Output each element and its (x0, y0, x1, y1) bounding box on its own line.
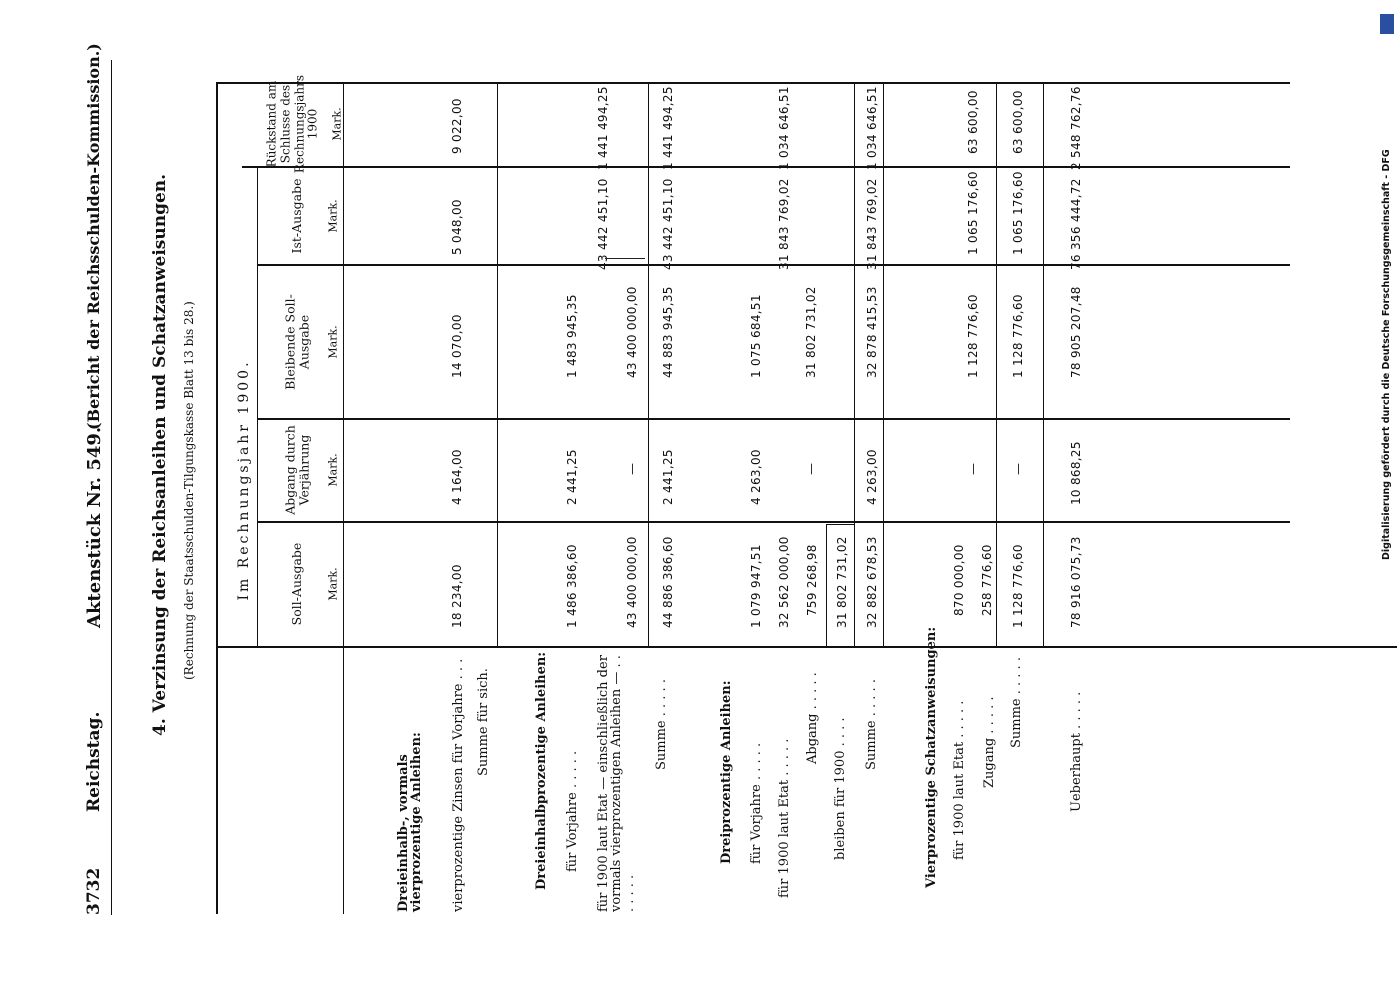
group1-heading: Dreieinhalb-, vormals vierprozentige Anleihen: (396, 732, 424, 912)
g2-r2-abgang: — (625, 462, 639, 475)
g3-r1-abgang: 4 263,00 (749, 449, 763, 505)
g3-sum-abgang: 4 263,00 (865, 449, 879, 505)
col-unit-rueckstand: Mark. (330, 107, 344, 141)
group4-heading: Vierprozentige Schatzanweisungen: (924, 626, 939, 888)
commission-reference: (Bericht der Reichsschulden-Kommission.) (84, 43, 103, 430)
col-separator-4 (242, 166, 1290, 168)
col-unit-soll: Mark. (326, 567, 340, 601)
header-bottom-rule (343, 82, 344, 914)
section-title: 4. Verzinsung der Reichsanleihen und Schatzanweisungen. (150, 173, 170, 736)
dfg-logo (1380, 14, 1394, 34)
g4-r1-soll: 870 000,00 (952, 544, 966, 616)
row-separator-g2a (648, 82, 649, 648)
total-ist: 76 356 444,72 (1069, 178, 1083, 270)
table-top-rule (216, 82, 218, 914)
col-separator-2 (258, 418, 1290, 420)
g4-sum-soll: 1 128 776,60 (1011, 544, 1025, 628)
subtotal-rule-cap (826, 524, 854, 525)
col-separator-1 (258, 521, 1290, 523)
g2-sum-ist: 43 442 451,10 (661, 178, 675, 270)
total-label: Ueberhaupt . . . . . (1069, 691, 1084, 812)
g2-sum-rueckstand: 1 441 494,25 (661, 86, 675, 170)
g1-ist: 5 048,00 (450, 199, 464, 255)
group2-row1-label: für Vorjahre . . . . . (565, 750, 580, 872)
col-header-rueckstand: Rückstand am Schlusse des Rechnungsjahrs 1900 (264, 74, 320, 174)
col-unit-bleibend: Mark. (326, 325, 340, 359)
g2-r1-soll: 1 486 386,60 (565, 544, 579, 628)
row-separator-g3b (883, 82, 884, 648)
g3-r2-soll: 32 562 000,00 (777, 536, 791, 628)
year-header-rule (257, 166, 258, 646)
group3-heading: Dreiprozentige Anleihen: (719, 680, 734, 864)
col-header-soll: Soll-Ausgabe (288, 542, 304, 626)
header-rule (111, 60, 112, 915)
group1-row-label: vierprozentige Zinsen für Vorjahre . . . (451, 658, 466, 912)
col-header-ist: Ist-Ausgabe (288, 178, 304, 254)
g4-r2-soll: 258 776,60 (980, 544, 994, 616)
group4-row1-label: für 1900 laut Etat . . . . . (952, 700, 967, 860)
group4-row2-label: Zugang . . . . . (982, 696, 997, 788)
group1-sum-label: Summe für sich. (476, 668, 491, 776)
group3-row4-label: bleiben für 1900 . . . . (833, 717, 848, 860)
group2-heading: Dreieinhalbprozentige Anleihen: (534, 651, 549, 890)
g3-r1-soll: 1 079 947,51 (749, 544, 763, 628)
page-number: 3732 (84, 867, 104, 915)
g4-abgang: — (966, 462, 980, 475)
row-separator-g4a (996, 82, 997, 648)
group3-sum-label: Summe . . . . . (864, 679, 879, 770)
g3-r4-soll: 31 802 731,02 (835, 536, 849, 628)
col-header-bleibend: Bleibende Soll-Ausgabe (282, 294, 312, 390)
g1-soll: 18 234,00 (450, 564, 464, 628)
group2-row2-label: für 1900 laut Etat — einschließlich der vormals vierprozentigen Anleihen — . . . . . . . (596, 655, 637, 912)
year-header: Im Rechnungsjahr 1900. (236, 359, 252, 601)
col-unit-ist: Mark. (326, 199, 340, 233)
g2-sum-soll: 44 886 386,60 (661, 536, 675, 628)
g2-sum-bleibend: 44 883 945,35 (661, 286, 675, 378)
g3-sum-bleibend: 32 878 415,53 (865, 286, 879, 378)
section-subtitle: (Rechnung der Staatsschulden-Tilgungskasse Blatt 13 bis 28.) (182, 301, 196, 680)
total-abgang: 10 868,25 (1069, 441, 1083, 505)
group4-sum-label: Summe . . . . . (1009, 657, 1024, 748)
group2-sum-label: Summe . . . . . (654, 679, 669, 770)
g4-bleibend: 1 128 776,60 (966, 294, 980, 378)
g3-rueckstand: 1 034 646,51 (777, 86, 791, 170)
col-separator-3 (258, 264, 1290, 266)
g2-rueckstand: 1 441 494,25 (596, 86, 610, 170)
g3-r1-bleibend: 1 075 684,51 (749, 294, 763, 378)
total-soll: 78 916 075,73 (1069, 536, 1083, 628)
g4-rueckstand: 63 600,00 (966, 90, 980, 154)
g3-r4-abgang: — (804, 462, 818, 475)
document-reference: Aktenstück Nr. 549. (84, 426, 105, 628)
g3-sum-ist: 31 843 769,02 (865, 178, 879, 270)
g4-sum-ist: 1 065 176,60 (1011, 171, 1025, 255)
col-header-abgang: Abgang durch Verjährung (282, 425, 312, 515)
g2-sum-abgang: 2 441,25 (661, 449, 675, 505)
label-column-rule (218, 646, 1397, 648)
g4-sum-abgang: — (1011, 462, 1025, 475)
g2-r1-abgang: 2 441,25 (565, 449, 579, 505)
g2-ist: 43 442 451,10 (596, 178, 610, 270)
g3-sum-soll: 32 882 678,53 (865, 536, 879, 628)
publication-name: Reichstag. (84, 711, 104, 812)
group3-row2-label: für 1900 laut Etat . . . . . (777, 738, 792, 898)
total-rueckstand: 2 548 762,76 (1069, 86, 1083, 170)
g4-ist: 1 065 176,60 (966, 171, 980, 255)
subtotal-rule (826, 524, 827, 646)
g3-r3-soll: 759 268,98 (805, 544, 819, 616)
col-unit-abgang: Mark. (326, 453, 340, 487)
digitization-note: Digitalisierung gefördert durch die Deutsche Forschungsgemeinschaft - DFG (1381, 149, 1392, 560)
g3-sum-rueckstand: 1 034 646,51 (865, 86, 879, 170)
g1-abgang: 4 164,00 (450, 449, 464, 505)
g1-rueckstand: 9 022,00 (450, 98, 464, 154)
row-separator-g3a (854, 82, 855, 648)
g4-sum-bleibend: 1 128 776,60 (1011, 294, 1025, 378)
g4-sum-rueckstand: 63 600,00 (1011, 90, 1025, 154)
table-right-rule (218, 82, 1290, 84)
total-bleibend: 78 905 207,48 (1069, 286, 1083, 378)
row-separator-g1 (497, 82, 498, 648)
g3-r4-bleibend: 31 802 731,02 (804, 286, 818, 378)
g3-ist: 31 843 769,02 (777, 178, 791, 270)
row-separator-g4b (1043, 82, 1044, 648)
group3-row1-label: für Vorjahre . . . . . (749, 742, 764, 864)
g1-bleibend: 14 070,00 (450, 314, 464, 378)
g2-r2-soll: 43 400 000,00 (625, 536, 639, 628)
group3-row3-label: Abgang . . . . . (805, 672, 820, 764)
g2-r2-bleibend: 43 400 000,00 (625, 286, 639, 378)
g2-brace (605, 258, 645, 259)
g2-r1-bleibend: 1 483 945,35 (565, 294, 579, 378)
